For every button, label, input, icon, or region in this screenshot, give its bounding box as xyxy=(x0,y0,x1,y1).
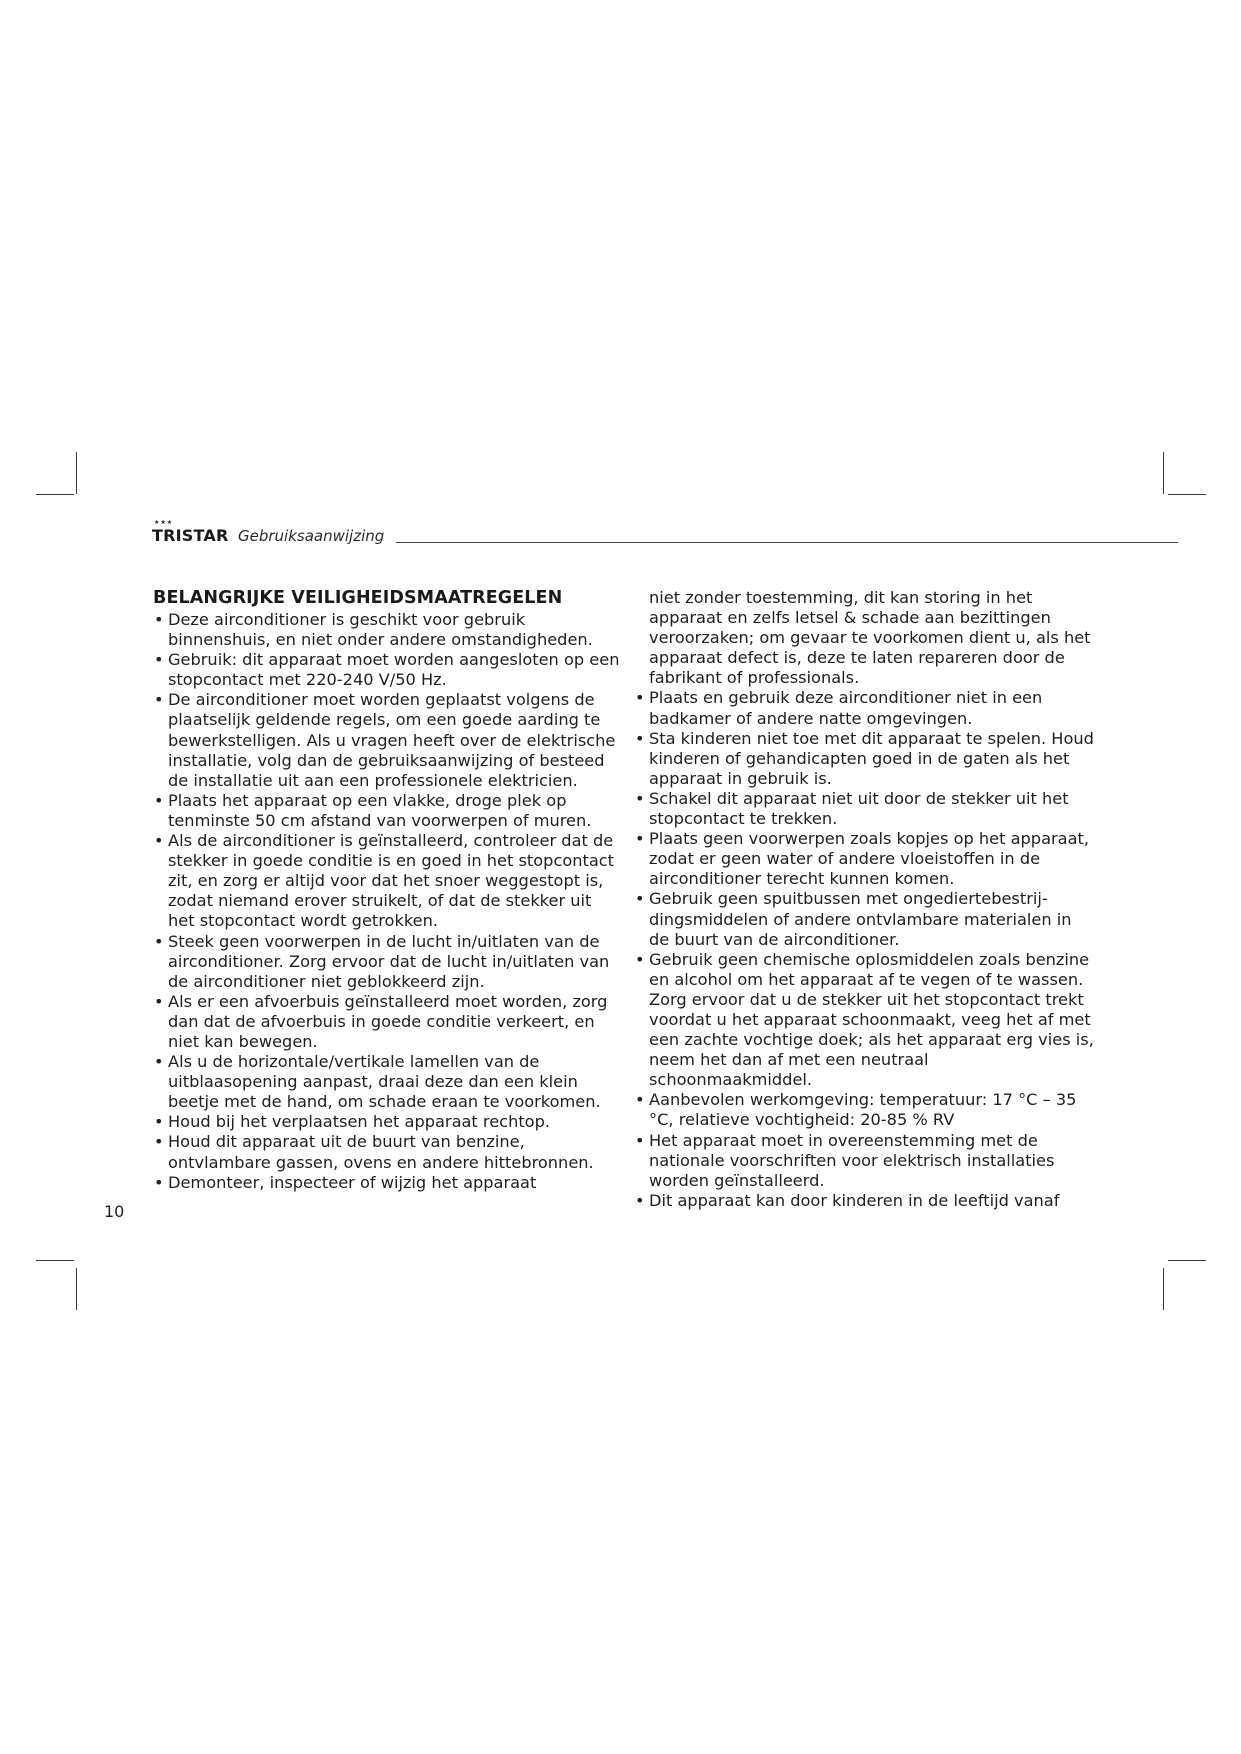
crop-mark-bottom-right-horizontal xyxy=(1168,1260,1206,1261)
list-item: • Steek geen voorwerpen in de lucht in/uitlaten van de airconditioner. Zorg ervoor dat de lucht in/uitlaten van de airconditioner niet geblokkeerd zijn. xyxy=(153,932,623,992)
page-header xyxy=(152,519,1178,548)
list-item: • Gebruik: dit apparaat moet worden aangesloten op een stopcontact met 220-240 V/50 Hz. xyxy=(153,650,623,690)
list-item: • Houd dit apparaat uit de buurt van benzine, ontvlambare gassen, ovens en andere hittebronnen. xyxy=(153,1132,623,1172)
brand-logo xyxy=(152,519,234,546)
list-item: • Het apparaat moet in overeenstemming met de nationale voorschriften voor elektrisch installaties worden geïnstalleerd. xyxy=(634,1131,1094,1191)
list-item: • Gebruik geen chemische oplosmiddelen zoals benzine en alcohol om het apparaat af te vegen of te wassen. Zorg ervoor dat u de stekker uit het stopcontact trekt voordat u het apparaat schoonmaakt, veeg het af met een zachte vochtige doek; als het apparaat erg vies is, neem het dan af met een neutraal schoonmaakmiddel. xyxy=(634,950,1094,1091)
safety-list-right xyxy=(634,688,1094,1210)
list-item: • Houd bij het verplaatsen het apparaat rechtop. xyxy=(153,1112,623,1132)
crop-mark-bottom-left-horizontal xyxy=(36,1260,74,1261)
list-item: • Aanbevolen werkomgeving: temperatuur: 17 °C – 35 °C, relatieve vochtigheid: 20-85 % RV xyxy=(634,1090,1094,1130)
list-item: • Plaats en gebruik deze airconditioner niet in een badkamer of andere natte omgevingen. xyxy=(634,688,1094,728)
crop-mark-bottom-left-vertical xyxy=(76,1268,77,1310)
list-item: • Demonteer, inspecteer of wijzig het apparaat xyxy=(153,1173,623,1193)
logo-stars-icon: ★★★ xyxy=(154,519,174,526)
crop-mark-top-right-vertical xyxy=(1163,452,1164,494)
page-number: 10 xyxy=(104,1202,125,1221)
crop-mark-top-right-horizontal xyxy=(1168,494,1206,495)
list-item: • Als er een afvoerbuis geïnstalleerd moet worden, zorg dan dat de afvoerbuis in goede conditie verkeert, en niet kan bewegen. xyxy=(153,992,623,1052)
section-title: BELANGRIJKE VEILIGHEIDSMAATREGELEN xyxy=(153,588,563,608)
list-item: • Sta kinderen niet toe met dit apparaat te spelen. Houd kinderen of gehandicapten goed in de gaten als het apparaat in gebruik is. xyxy=(634,729,1094,789)
list-item: • Plaats geen voorwerpen zoals kopjes op het apparaat, zodat er geen water of andere vloeistoffen in de airconditioner terecht kunnen komen. xyxy=(634,829,1094,889)
list-item: • Dit apparaat kan door kinderen in de leeftijd vanaf xyxy=(634,1191,1094,1211)
list-item: • Als de airconditioner is geïnstalleerd, controleer dat de stekker in goede conditie is en goed in het stopcontact zit, en zorg er altijd voor dat het snoer weggestopt is, zodat niemand erover struikelt, of dat de stekker uit het stopcontact wordt getrokken. xyxy=(153,831,623,931)
left-column xyxy=(153,588,623,1193)
continued-text: niet zonder toestemming, dit kan storing in het apparaat en zelfs letsel & schade aan bezittingen veroorzaken; om gevaar te voorkomen dient u, als het apparaat defect is, deze te laten repareren door de fabrikant of professionals. xyxy=(649,588,1091,688)
list-item: • Schakel dit apparaat niet uit door de stekker uit het stopcontact te trekken. xyxy=(634,789,1094,829)
crop-mark-bottom-right-vertical xyxy=(1163,1268,1164,1310)
list-item: • Deze airconditioner is geschikt voor gebruik binnenshuis, en niet onder andere omstandigheden. xyxy=(153,610,623,650)
safety-list-left xyxy=(153,610,623,1193)
manual-subtitle: Gebruiksaanwijzing xyxy=(238,527,385,545)
list-item: • Als u de horizontale/vertikale lamellen van de uitblaasopening aanpast, draai deze dan een klein beetje met de hand, om schade eraan te voorkomen. xyxy=(153,1052,623,1112)
right-column xyxy=(634,588,1094,1211)
crop-mark-top-left-horizontal xyxy=(36,494,74,495)
brand-name: TRISTAR xyxy=(152,526,229,545)
crop-mark-top-left-vertical xyxy=(76,452,77,494)
header-divider xyxy=(396,542,1178,543)
list-item: • De airconditioner moet worden geplaatst volgens de plaatselijk geldende regels, om een goede aarding te bewerkstelligen. Als u vragen heeft over de elektrische installatie, volg dan de gebruiksaanwijzing of besteed de installatie uit aan een professionele elektricien. xyxy=(153,690,623,790)
list-item: • Plaats het apparaat op een vlakke, droge plek op tenminste 50 cm afstand van voorwerpen of muren. xyxy=(153,791,623,831)
list-item: • Gebruik geen spuitbussen met ongediertebestrij-dingsmiddelen of andere ontvlambare materialen in de buurt van de airconditioner. xyxy=(634,889,1094,949)
